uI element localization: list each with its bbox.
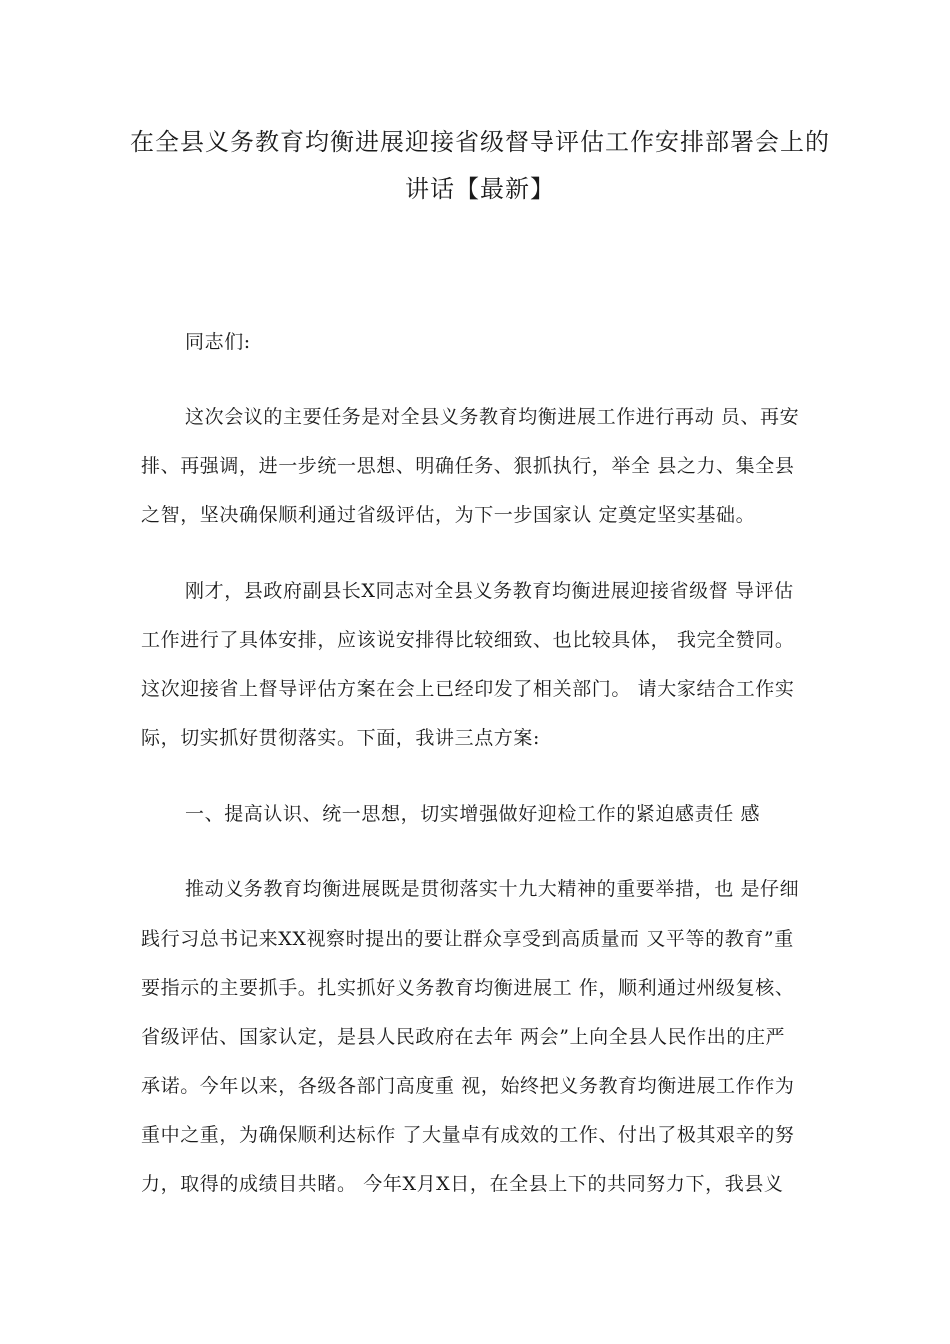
paragraph-1-line-2: 排、再强调，进一步统一思想、明确任务、狠抓执行，举全 县之力、集全县 (141, 455, 795, 477)
section-heading-1: 一、提高认识、统一思想，切实增强做好迎检工作的紧迫感责任 感 (185, 803, 761, 825)
paragraph-4-line-3: 要指示的主要抓手。扎实抓好义务教育均衡进展工 作，顺利通过州级复核、 (141, 977, 795, 999)
paragraph-4-line-2: 践行习总书记来XX视察时提出的要让群众享受到高质量而 又平等的教育”重 (141, 928, 794, 950)
paragraph-1-line-3: 之智，坚决确保顺利通过省级评估，为下一步国家认 定奠定坚实基础。 (141, 504, 756, 526)
paragraph-1-line-1: 这次会议的主要任务是对全县义务教育均衡进展工作进行再动 员、再安 (185, 406, 800, 428)
paragraph-2-line-3: 这次迎接省上督导评估方案在会上已经印发了相关部门。 请大家结合工作实 (141, 678, 795, 700)
paragraph-4-line-5: 承诺。今年以来，各级各部门高度重 视，始终把义务教育均衡进展工作作为 (141, 1075, 795, 1097)
document-title-line-1: 在全县义务教育均衡进展迎接省级督导评估工作安排部署会上的 (130, 128, 830, 156)
paragraph-2-line-2: 工作进行了具体安排，应该说安排得比较细致、也比较具体， 我完全赞同。 (141, 629, 795, 651)
paragraph-4-line-1: 推动义务教育均衡进展既是贯彻落实十九大精神的重要举措，也 是仔细 (185, 878, 800, 900)
paragraph-4-line-6: 重中之重，为确保顺利达标作 了大量卓有成效的工作、付出了极其艰辛的努 (141, 1124, 795, 1146)
salutation: 同志们: (185, 331, 251, 353)
paragraph-2-line-1: 刚才，县政府副县长X同志对全县义务教育均衡进展迎接省级督 导评估 (185, 580, 794, 602)
document-title-line-2: 讲话【最新】 (405, 175, 555, 203)
paragraph-4-line-4: 省级评估、国家认定，是县人民政府在去年 两会”上向全县人民作出的庄严 (141, 1026, 786, 1048)
paragraph-2-line-4: 际，切实抓好贯彻落实。下面，我讲三点方案: (141, 727, 541, 749)
paragraph-4-line-7: 力，取得的成绩目共睹。 今年X月X日，在全县上下的共同努力下，我县义 (141, 1173, 784, 1195)
